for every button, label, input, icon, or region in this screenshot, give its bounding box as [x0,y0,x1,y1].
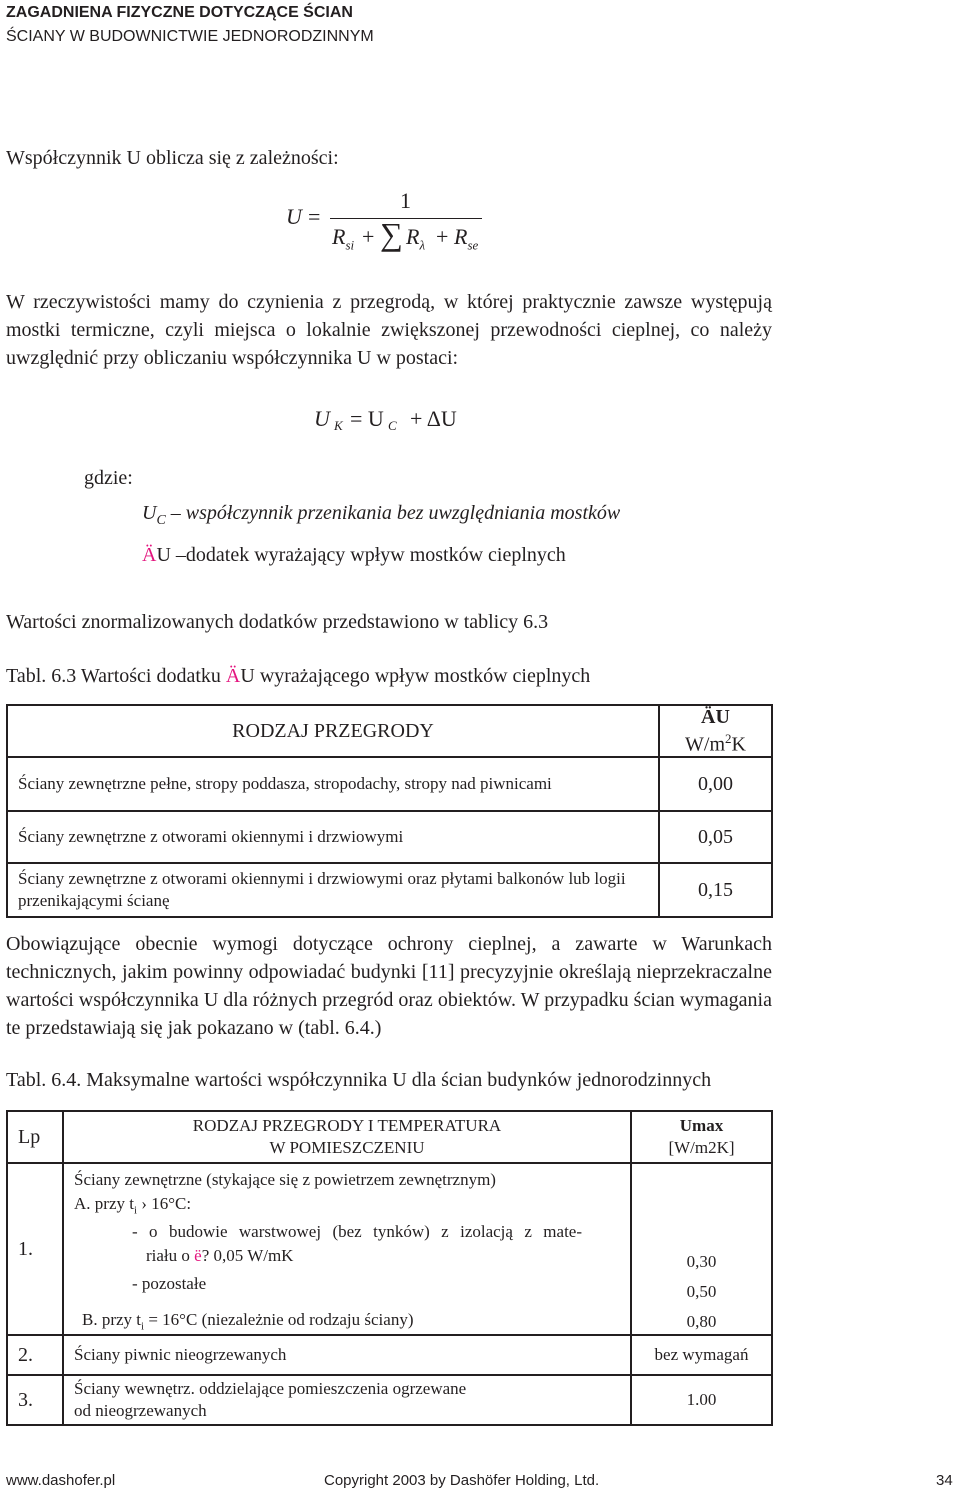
table2-row3-desc: Ściany wewnętrz. oddzielające pomieszczenia ogrzewane od nieogrzewanych [63,1375,631,1425]
table1-row1-value: 0,00 [659,757,772,811]
table2-row2-lp: 2. [7,1335,63,1375]
formula-uk-sub-c: C [388,418,397,433]
table1-row2-desc: Ściany zewnętrzne z otworami okiennymi i drzwiowymi [7,811,659,863]
formula-uk-eq-uc: = U [350,406,384,431]
table2-row2-value: bez wymagań [631,1335,772,1375]
formula-uk-rest: + ΔU [410,406,457,431]
fraction-bar [330,218,482,219]
table2-row3-value: 1.00 [631,1375,772,1425]
formula-u-lhs: U [286,204,302,229]
table2-header-umax: Umax [W/m2K] [631,1111,772,1163]
where-label: gdzie: [84,467,133,489]
footer-site-link[interactable]: www.dashofer.pl [6,1472,116,1489]
table1-header-type: RODZAJ PRZEGRODY [7,705,659,757]
footer-copyright: Copyright 2003 by Dashöfer Holding, Ltd. [324,1472,600,1489]
table2-row1-values [631,1163,772,1335]
row1-line-exterior: Ściany zewnętrzne (stykające się z powietrzem zewnętrznym) [74,1170,496,1189]
intro-text: Współczynnik U oblicza się z zależności: [6,147,339,169]
table2-row1-desc [63,1163,631,1335]
table-row [7,1335,772,1375]
table-row [7,1375,772,1425]
definition-delta-u: ÄU –dodatek wyrażający wpływ mostków cieplnych [142,544,566,566]
formula-uk-u: U [314,406,330,431]
formula-plus-1: + [362,224,375,249]
formula-u-numerator: 1 [400,188,411,213]
paragraph-table-ref: Wartości znormalizowanych dodatków przedstawiono w tablicy 6.3 [6,611,549,633]
row1-item1-line2: riału o ë? 0,05 W/mK [146,1246,294,1265]
running-header-subtitle: ŚCIANY W BUDOWNICTWIE JEDNORODZINNYM [6,28,374,45]
table2-row2-desc: Ściany piwnic nieogrzewanych [63,1335,631,1375]
table-umax [6,1110,773,1426]
formula-u [286,188,496,260]
table2-header-row [7,1111,772,1163]
table-row [7,863,772,917]
table2-header-lp: Lp [7,1111,63,1163]
table2-header-type: RODZAJ PRZEGRODY I TEMPERATURA W POMIESZCZENIU [63,1111,631,1163]
row1-item2: - pozostałe [132,1274,207,1293]
table1-header-row [7,705,772,757]
table-row [7,757,772,811]
table1-row3-value: 0,15 [659,863,772,917]
row1-value-b: 0,80 [686,1312,717,1331]
formula-uk-sub-k: K [334,418,343,433]
formula-rlambda: $R_\lambda$ [406,224,426,253]
table-row [7,811,772,863]
table1-row3-desc: Ściany zewnętrzne z otworami okiennymi i drzwiowymi oraz płytami balkonów lub logii przenikającymi ścianę [7,863,659,917]
row1-case-b: B. przy $t_i = 16^\circ C$ (niezależnie od rodzaju ściany) [82,1310,414,1333]
row1-item1-line1: - o budowie warstwowej (bez tynków) z izolacją z mate- [132,1222,582,1241]
formula-rsi: $R_{si}$ [332,224,355,253]
row1-case-a: A. przy $t_i$ › 16°C: [74,1194,192,1217]
table-row [7,1163,772,1335]
formula-rse: $R_{se}$ [454,224,479,253]
running-header-title: ZAGADNIENA FIZYCZNE DOTYCZĄCE ŚCIAN [6,4,353,21]
formula-plus-2: + [436,224,449,249]
table2-row3-lp: 3. [7,1375,63,1425]
paragraph-requirements: Obowiązujące obecnie wymogi dotyczące ochrony cieplnej, a zawarte w Warunkach technicznych, jakim powinny odpowiadać budynki [11] precyzyjnie określają nieprzekraczalne wartości współczynnika U dla różnych przegród oraz obiektów. W przypadku ścian wymagania te przedstawiają się jak pokazano w (tabl. 6.4.) [6,933,772,1039]
page-number: 34 [936,1472,953,1489]
row1-value-layered: 0,30 [686,1252,717,1271]
table2-caption: Tabl. 6.4. Maksymalne wartości współczynnika U dla ścian budynków jednorodzinnych [6,1069,712,1091]
table2-row1-lp: 1. [7,1163,63,1335]
paragraph-thermal-bridges: W rzeczywistości mamy do czynienia z przegrodą, w której praktycznie zawsze występują mostki termiczne, czyli miejsca o lokalnie zwiększonej przewodności cieplnej, co należy uwzględnić przy obliczaniu współczynnika U w postaci: [6,291,772,369]
table1-row1-desc: Ściany zewnętrzne pełne, stropy poddasza, stropodachy, stropy nad piwnicami [7,757,659,811]
definition-uc: $U_C$ – współczynnik przenikania bez uwzględniania mostków [142,502,621,528]
table1-caption: Tabl. 6.3 Wartości dodatku ÄU wyrażającego wpływ mostków cieplnych [6,665,591,687]
table-delta-u [6,704,773,918]
table1-header-value: ÄU $W/m^2K$ [659,705,772,757]
row1-value-other: 0,50 [686,1282,717,1301]
formula-uk [314,402,474,438]
table1-row2-value: 0,05 [659,811,772,863]
sum-symbol: ∑ [380,216,403,252]
formula-u-eq: = [308,204,321,229]
